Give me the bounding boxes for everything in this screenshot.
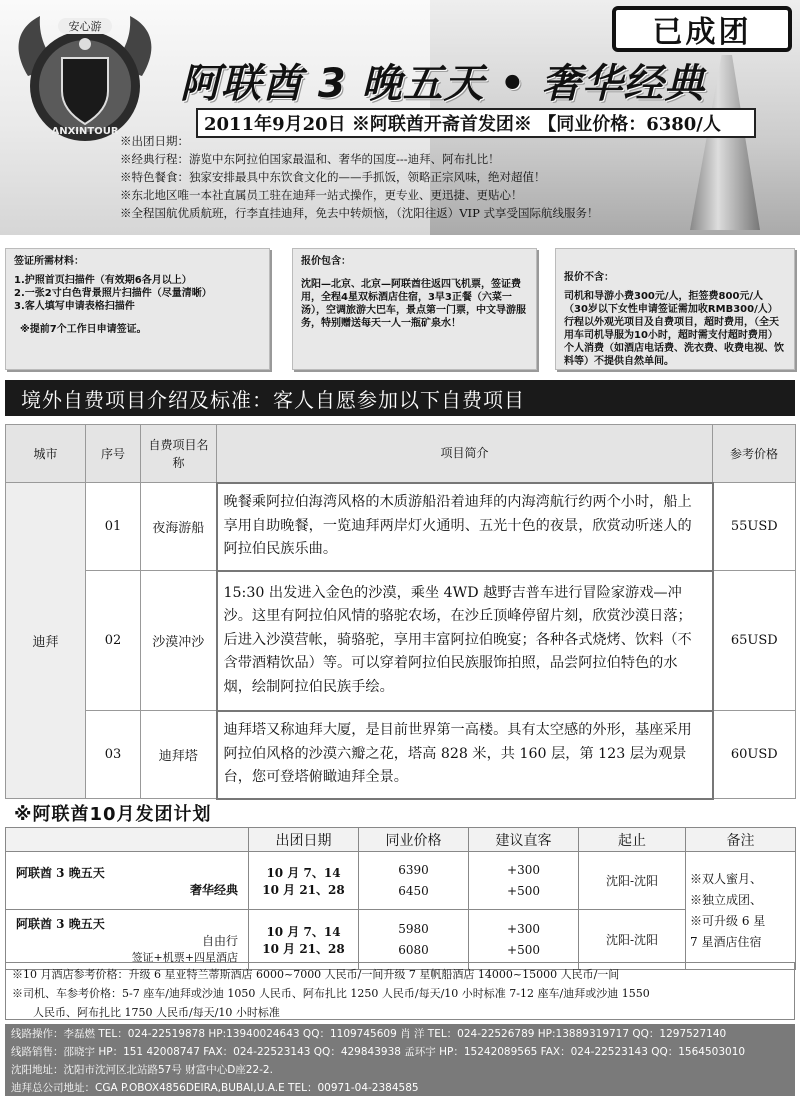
- plan-row: [6, 852, 796, 910]
- col-header-price: 参考价格: [713, 425, 796, 483]
- plan-col-header: 建议直客: [469, 828, 579, 852]
- col-header-no: 序号: [86, 425, 141, 483]
- plan-dates: 10 月 7、14 10 月 21、28: [249, 852, 359, 910]
- optional-tours-table: [5, 424, 796, 800]
- col-header-name: 自费项目名称: [141, 425, 217, 483]
- tour-name: 沙漠冲沙: [141, 571, 217, 711]
- plan-route: 沈阳-沈阳: [579, 910, 686, 970]
- trip-highlights: [120, 132, 790, 222]
- footer-line: 线路销售：邵晓宇 HP：151 42008747 FAX：024-22523143 QQ：429843938 孟环宇 HP：15242089565 FAX：024-22523143 QQ：1564503010: [11, 1046, 746, 1058]
- plan-prices: 5980 6080: [359, 910, 469, 970]
- table-row: [6, 711, 796, 799]
- row-number: 02: [86, 571, 141, 711]
- tour-description: 15:30 出发进入金色的沙漠，乘坐 4WD 越野吉普车进行冒险家游戏—冲沙。这里有阿拉伯风情的骆驼农场，在沙丘顶峰停留片刻，欣赏沙漠日落；后进入沙漠营帐，骑骆驼，享用丰富阿拉伯晚宴；各种各式烧烤、饮料（不含带酒精饮品）等。可以穿着阿拉伯民族服饰拍照，品尝阿拉伯特色的水烟，绘制阿拉伯民族手绘。: [217, 571, 713, 711]
- tour-name: 夜海游船: [141, 483, 217, 571]
- reference-line: 人民币、阿布扎比 1750 人民币/每天/10 小时标准: [12, 1006, 280, 1019]
- tour-description: 迪拜塔又称迪拜大厦，是目前世界第一高楼。具有太空感的外形，基座采用阿拉伯风格的沙漠六瓣之花，塔高 828 米，共 160 层，第 123 层为观景台，您可登塔俯瞰迪拜全景。: [217, 711, 713, 799]
- visa-heading: 签证所需材料：: [14, 256, 84, 267]
- page-title: 阿联酋 3 晚五天 • 奢华经典: [180, 61, 706, 107]
- plan-product-sub: 奢华经典: [189, 882, 238, 897]
- october-plan-table: [5, 827, 796, 970]
- optional-tours-heading: 境外自费项目介绍及标准：客人自愿参加以下自费项目: [5, 380, 795, 416]
- plan-col-header: 备注: [686, 828, 796, 852]
- october-plan-title: ※阿联酋10月发团计划: [14, 804, 212, 825]
- reference-line: ※10 月酒店参考价格：升级 6 星亚特兰蒂斯酒店 6000~7000 人民币/一间升级 7 星帆船酒店 14000~15000 人民币/一间: [12, 968, 620, 981]
- plan-retail: +300 +500: [469, 852, 579, 910]
- col-header-desc: 项目简介: [217, 425, 713, 483]
- plan-prices: 6390 6450: [359, 852, 469, 910]
- plan-product: [6, 910, 249, 970]
- highlight-line: ※全程国航优质航班，行李直挂迪拜，免去中转烦恼，（沈阳往返）VIP 式享受国际航线服务！: [120, 206, 599, 220]
- plan-product-sub: 自由行: [201, 933, 238, 948]
- plan-col-header: 同业价格: [359, 828, 469, 852]
- plan-product: [6, 852, 249, 910]
- tour-price: 60USD: [713, 711, 796, 799]
- plan-col-header: 出团日期: [249, 828, 359, 852]
- city-cell: 迪拜: [6, 483, 86, 799]
- table-row: [6, 571, 796, 711]
- logo-name: 安心游: [68, 20, 102, 33]
- footer-line: 线路操作：李磊燃 TEL：024-22519878 HP:13940024643 QQ：1109745609 肖 洋 TEL：024-22526789 HP:13889319717 QQ：1297527140: [11, 1028, 727, 1040]
- highlight-line: ※经典行程：游览中东阿拉伯国家最温和、奢华的国度---迪拜、阿布扎比！: [120, 152, 500, 166]
- plan-notes: ※双人蜜月、 ※独立成团、 ※可升级 6 星 7 星酒店住宿: [686, 852, 796, 970]
- group-formed-seal: 已成团: [612, 6, 792, 52]
- plan-route: 沈阳-沈阳: [579, 852, 686, 910]
- excludes-text: 司机和导游小费300元/人，拒签费800元/人（30岁以下女性申请签证需加收RMB300/人）行程以外观光项目及自费项目，超时费用，（全天用车司机导服为10小时，超时需支付超时费用）个人消费（如酒店电话费、洗衣费、收费电视、饮料等）不提供自然单间。: [564, 291, 784, 367]
- tour-price: 65USD: [713, 571, 796, 711]
- visa-item: 1.护照首页扫描件（有效期6各月以上）: [14, 275, 192, 286]
- visa-item: 2.一张2寸白色背景照片扫描件（尽量清晰）: [14, 288, 212, 299]
- reference-line: ※司机、车参考价格：5-7 座车/迪拜或沙迪 1050 人民币、阿布扎比 1250 人民币/每天/10 小时标准 7-12 座车/迪拜或沙迪 1550: [12, 987, 650, 1000]
- footer-line: 沈阳地址：沈阳市沈河区北站路57号 财富中心D座22-2.: [11, 1064, 273, 1076]
- row-number: 01: [86, 483, 141, 571]
- includes-heading: 报价包含：: [301, 256, 351, 267]
- col-header-city: 城市: [6, 425, 86, 483]
- plan-product-name: 阿联酋 3 晚五天: [16, 916, 105, 931]
- logo-ring-text: ANXINTOUR: [51, 126, 119, 137]
- includes-text: 沈阳—北京、北京—阿联酋往返四飞机票，签证费用，全程4星双标酒店住宿，3早3正餐（六菜一汤），空调旅游大巴车，景点第一门票，中文导游服务，特别赠送每天一人一瓶矿泉水！: [301, 279, 526, 329]
- table-row: [6, 483, 796, 571]
- tour-price: 55USD: [713, 483, 796, 571]
- footer-line: 迪拜总公司地址：CGA P.OBOX4856DEIRA,BUBAI,U.A.E TEL：00971-04-2384585: [11, 1082, 419, 1094]
- plan-product-name: 阿联酋 3 晚五天: [16, 865, 105, 880]
- visa-item: 3.客人填写申请表格扫描件: [14, 301, 135, 312]
- price-includes-box: [292, 248, 537, 370]
- excludes-heading: 报价不含：: [564, 272, 614, 283]
- plan-dates: 10 月 7、14 10 月 21、28: [249, 910, 359, 970]
- visa-note: ※提前7个工作日申请签证。: [20, 324, 147, 335]
- table-header-row: [6, 425, 796, 483]
- plan-row: [6, 910, 796, 970]
- plan-col-header: [6, 828, 249, 852]
- plan-product-sub2: 签证+机票+四星酒店: [131, 950, 238, 964]
- plan-header-row: [6, 828, 796, 852]
- tour-name: 迪拜塔: [141, 711, 217, 799]
- row-number: 03: [86, 711, 141, 799]
- highlight-line: ※东北地区唯一本社直属员工驻在迪拜一站式操作，更专业、更迅捷、更贴心！: [120, 188, 523, 202]
- price-excludes-box: [555, 248, 795, 370]
- plan-col-header: 起止: [579, 828, 686, 852]
- contact-footer: [5, 1024, 795, 1096]
- highlight-line: ※出团日期：: [120, 134, 189, 148]
- plan-retail: +300 +500: [469, 910, 579, 970]
- reference-prices: [5, 962, 795, 1020]
- highlight-line: ※特色餐食：独家安排最具中东饮食文化的——手抓饭，领略正宗风味，绝对超值！: [120, 170, 546, 184]
- departure-price-banner: 2011年9月20日 ※阿联酋开斋首发团※ 【同业价格：6380/人: [196, 108, 756, 138]
- tour-description: 晚餐乘阿拉伯海湾风格的木质游船沿着迪拜的内海湾航行约两个小时，船上享用自助晚餐，一览迪拜两岸灯火通明、五光十色的夜景，欣赏动听迷人的阿拉伯民族乐曲。: [217, 483, 713, 571]
- visa-materials-box: [5, 248, 270, 370]
